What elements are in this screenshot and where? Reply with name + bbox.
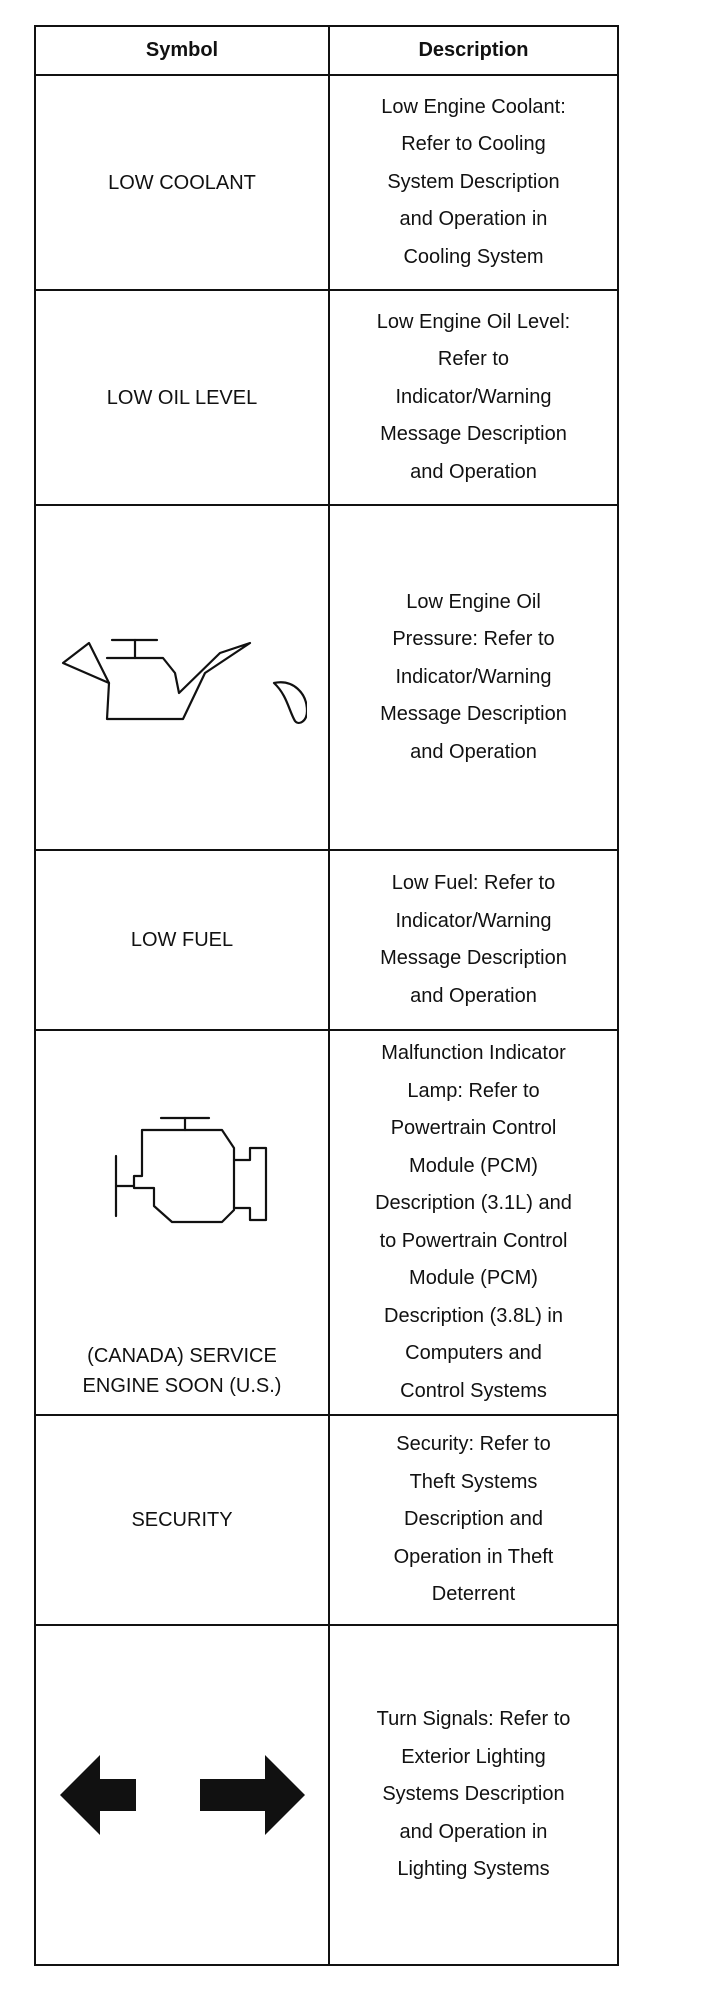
rule: [34, 1624, 619, 1626]
description-cell: [328, 290, 619, 505]
rule: [34, 1029, 619, 1031]
table-row: [34, 505, 619, 850]
description-text: Malfunction Indicator Lamp: Refer to Powertrain Control Module (PCM) Description (3.1L) and to Powertrain Control Module (PCM) Description (3.8L) in Computers and Control Systems: [375, 1042, 572, 1402]
engine-icon: [92, 1110, 272, 1230]
description-cell: [328, 505, 619, 850]
symbol-text: LOW COOLANT: [108, 171, 256, 194]
description-cell: [328, 1030, 619, 1415]
table-row: [34, 290, 619, 505]
description-text: Low Engine Coolant: Refer to Cooling System Description and Operation in Cooling System: [381, 95, 566, 268]
description-cell: [328, 1415, 619, 1625]
rule-top: [34, 25, 619, 27]
description-cell: [328, 1625, 619, 1965]
description-text: Low Engine Oil Level: Refer to Indicator/Warning Message Description and Operation: [376, 310, 571, 483]
description-text: Turn Signals: Refer to Exterior Lighting Systems Description and Operation in Lighting Systems: [376, 1708, 571, 1881]
symbol-cell: [34, 290, 328, 505]
symbol-cell: [34, 1030, 328, 1415]
symbol-cell: [34, 1415, 328, 1625]
symbol-text-line2: ENGINE SOON (U.S.): [82, 1375, 282, 1397]
symbol-stack: [83, 1030, 282, 1415]
description-text: Low Fuel: Refer to Indicator/Warning Message Description and Operation: [380, 872, 567, 1007]
symbol-text: SECURITY: [131, 1509, 233, 1531]
symbol-label: [83, 1341, 282, 1401]
symbol-cell: [34, 505, 328, 850]
oil-can-icon: [57, 623, 307, 733]
rule: [34, 74, 619, 76]
symbol-text: LOW FUEL: [130, 929, 234, 951]
table-row: [34, 850, 619, 1030]
table-row: [34, 75, 619, 290]
rule: [34, 1414, 619, 1416]
turn-signal-arrows-icon: [60, 1755, 305, 1835]
rule: [34, 849, 619, 851]
symbol-cell: [34, 1625, 328, 1965]
rule-bottom: [34, 1964, 619, 1966]
table-row: [34, 1030, 619, 1415]
symbol-cell: [34, 75, 328, 290]
table-header-row: [34, 25, 619, 75]
description-text: Security: Refer to Theft Systems Description and Operation in Theft Deterrent: [393, 1433, 554, 1606]
rule: [34, 289, 619, 291]
description-cell: [328, 850, 619, 1030]
symbol-text-line1: (CANADA) SERVICE: [87, 1345, 277, 1367]
symbol-text: LOW OIL LEVEL: [106, 386, 258, 409]
right-arrow-icon: [200, 1755, 305, 1835]
header-description: Description: [328, 25, 619, 75]
symbol-cell: [34, 850, 328, 1030]
header-symbol: Symbol: [34, 25, 328, 75]
description-text: Low Engine Oil Pressure: Refer to Indicator/Warning Message Description and Operation: [380, 590, 567, 763]
description-cell: [328, 75, 619, 290]
table-row: [34, 1625, 619, 1965]
table-row: [34, 1415, 619, 1625]
rule: [34, 504, 619, 506]
left-arrow-icon: [60, 1755, 136, 1835]
